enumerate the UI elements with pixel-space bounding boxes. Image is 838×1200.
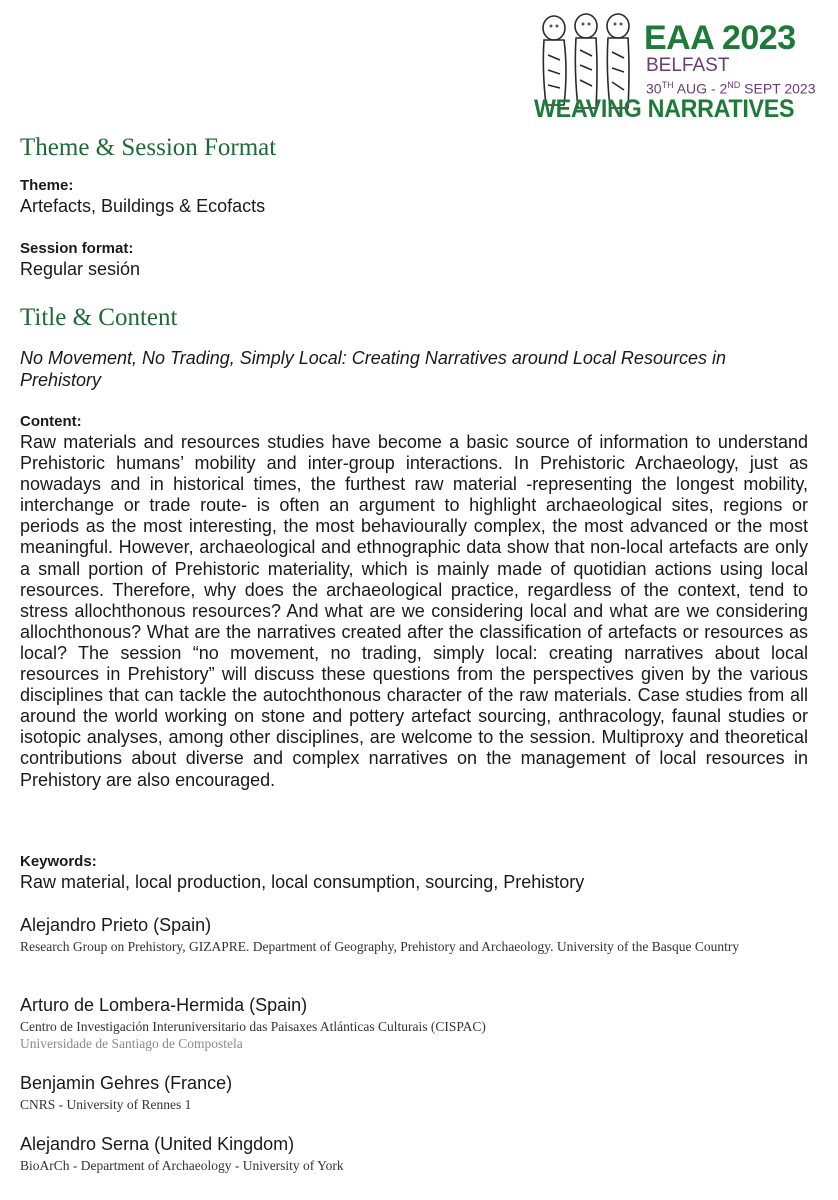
- logo-tagline: WEAVING NARRATIVES: [534, 95, 795, 123]
- theme-section-heading: Theme & Session Format: [20, 134, 277, 161]
- author-name: Arturo de Lombera-Hermida (Spain): [20, 995, 308, 1015]
- theme-value: Artefacts, Buildings & Ecofacts: [20, 196, 266, 216]
- session-format-label: Session format:: [20, 240, 134, 257]
- logo-event-title: EAA 2023: [644, 19, 796, 57]
- logo-dates: 30TH AUG - 2ND SEPT 2023: [646, 80, 816, 97]
- author-name: Alejandro Serna (United Kingdom): [20, 1134, 295, 1154]
- theme-label: Theme:: [20, 177, 74, 194]
- content-label: Content:: [20, 413, 82, 430]
- author-name: Alejandro Prieto (Spain): [20, 915, 212, 935]
- author-affiliation: CNRS - University of Rennes 1: [20, 1097, 192, 1112]
- author-affiliation: Research Group on Prehistory, GIZAPRE. Department of Geography, Prehistory and Archaeology. University of the Basque Country: [20, 939, 740, 954]
- author-affiliation: BioArCh - Department of Archaeology - University of York: [20, 1158, 344, 1173]
- keywords-value: Raw material, local production, local consumption, sourcing, Prehistory: [20, 872, 585, 892]
- logo-city: BELFAST: [646, 55, 730, 76]
- session-format-value: Regular sesión: [20, 259, 141, 279]
- title-section-heading: Title & Content: [20, 304, 178, 331]
- author-affiliation-secondary: Universidade de Santiago de Compostela: [20, 1036, 243, 1051]
- keywords-label: Keywords:: [20, 853, 97, 870]
- author-affiliation: Centro de Investigación Interuniversitario das Paisaxes Atlánticas Culturais (CISPAC): [20, 1019, 486, 1034]
- content-body: Raw materials and resources studies have become a basic source of information to understand Prehistoric humans’ mobility and inter-group interactions. In Prehistoric Archaeology, just as nowadays and in historical times, the furthest raw material -representing the longest mobility, interchange or trade route- is often an argument to highlight archaeological sites, regions or periods as the most interesting, the most behaviourally complex, the most advanced or the most meaningful. However, archaeological and ethnographic data show that non-local artefacts are only a small portion of Prehistoric materiality, which is mainly made of quotidian actions using local resources. Therefore, why does the archaeological practice, regardless of the context, tend to stress allochthonous resources? And what are we considering local and what are we considering allochthonous? What are the narratives created after the classification of artefacts or resources as local? The session “no movement, no trading, simply local: creating narratives about local resources in Prehistory” will discuss these questions from the perspectives given by the various disciplines that can tackle the autochthonous character of the raw materials. Case studies from all around the world working on stone and pottery artefact sourcing, anthracology, faunal studies or isotopic analyses, among other disciplines, are welcome to the session. Multiproxy and theoretical contributions about diverse and complex narratives on the management of local resources in Prehistory are also encouraged.: [20, 432, 808, 790]
- author-name: Benjamin Gehres (France): [20, 1073, 233, 1093]
- eaa-logo: [534, 10, 816, 123]
- session-title: No Movement, No Trading, Simply Local: Creating Narratives around Local Resources in Prehistory: [20, 348, 726, 390]
